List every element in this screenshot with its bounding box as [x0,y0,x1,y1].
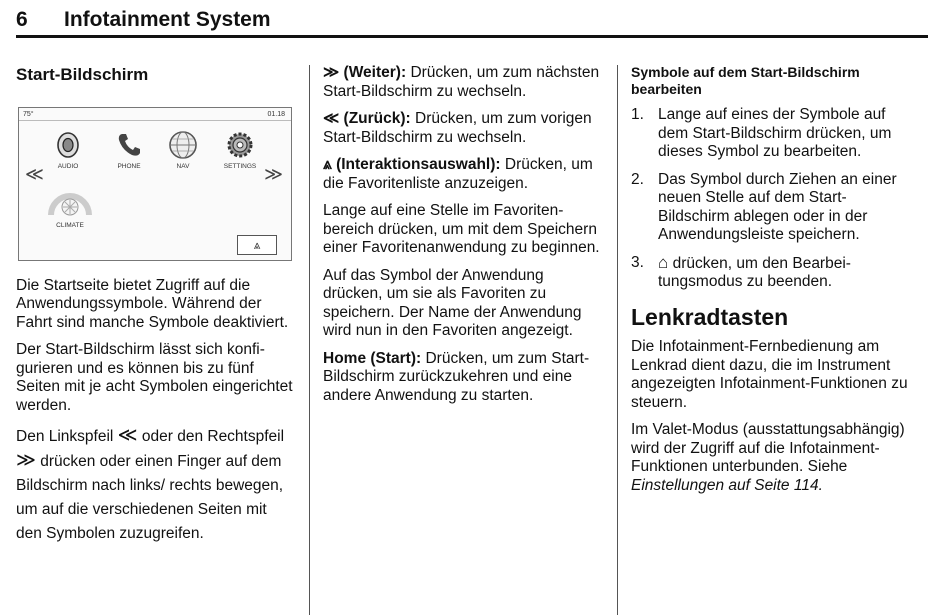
back-icon: ≪ [323,110,340,127]
page-title: Infotainment System [64,8,271,31]
steps-list [631,106,916,292]
column-divider [309,65,310,615]
header-rule [16,35,928,38]
interaction-selector-icon: ⩓ [323,156,332,173]
paragraph-back [323,110,605,147]
section-heading-steering-wheel: Lenkradtasten [631,303,789,330]
home-label: Home (Start): [323,349,422,367]
paragraph: Die Infotainment-Fernbedienung am Lenkrad dient dazu, die im Instrument angezeigten Infotainment-Funktionen zu steuern. [631,338,908,411]
list-item [631,254,916,292]
audio-label: AUDIO [57,162,79,170]
speaker-icon [53,130,83,160]
gear-icon [225,130,255,160]
column-1 [16,64,294,555]
next-icon: ≫ [323,64,340,81]
section-heading-start-screen: Start-Bildschirm [16,65,149,84]
screen-clock: 01.18 [267,110,285,118]
paragraph [16,424,294,546]
settings-app-icon [215,130,265,171]
home-icon: ⌂ [658,252,669,272]
cross-reference: Einstellungen auf Seite 114. [631,476,823,494]
list-item [631,106,916,162]
paragraph-interaction [323,156,605,193]
page-number: 6 [16,8,28,31]
interaction-label: (Interaktionsauswahl): [336,156,501,173]
next-label: (Weiter): [343,64,407,81]
next-text: Drücken, um zum nächsten Start-Bildschirm zu wechseln. [323,64,600,100]
right-arrow-icon: ≫ [16,450,36,471]
phone-label: PHONE [117,162,141,170]
paragraph [631,421,916,495]
nav-label: NAV [176,162,190,170]
step-number: 1. [631,106,644,123]
step-number: 3. [631,253,644,271]
audio-app-icon [43,130,93,171]
home-screen-illustration [18,107,292,261]
text-run: drücken oder einen Finger auf dem Bildschirm nach links/ rechts bewegen, um auf die verschiedenen Seiten mit den Symbolen zuzugreifen. [16,453,284,542]
column-3 [631,64,916,504]
step-text: Das Symbol durch Ziehen an einer neuen Stelle auf dem Start-Bildschirm ablegen oder in der Anwendungsleiste speichern. [658,170,897,243]
phone-app-icon [104,130,154,171]
back-text: Drücken, um zum vorigen Start-Bildschirm zu wechseln. [323,110,592,146]
screen-temperature: 75° [23,110,34,118]
nav-app-icon [158,130,208,171]
paragraph: Lange auf eine Stelle im Favoritenbereich drücken, um mit dem Speichern einer Favoritenanwendung zu beginnen. [323,202,600,256]
back-label: (Zurück): [343,110,411,127]
interaction-text: Drücken, um die Favoritenliste anzuzeigen. [323,156,593,192]
right-arrow-icon: ≫ [264,163,283,184]
interaction-selector-icon: ⩓ [237,235,277,255]
paragraph: Die Startseite bietet Zugriff auf die Anwendungssymbole. Während der Fahrt sind manche Symbole deaktiviert. [16,276,289,331]
fan-icon [47,185,93,219]
screen-status-divider [19,120,291,121]
settings-label: SETTINGS [223,162,257,170]
step-text: drücken, um den Bearbeitungsmodus zu beenden. [658,254,851,290]
page-header [16,8,271,32]
left-arrow-icon: ≪ [25,163,44,184]
climate-label: CLIMATE [56,221,84,229]
phone-icon [114,130,144,160]
paragraph-home [323,350,605,406]
climate-app-icon [45,185,95,230]
subheading-edit-icons: Symbole auf dem Start-Bildschirm bearbeiten [631,64,860,97]
step-number: 2. [631,170,644,188]
left-arrow-icon: ≪ [117,425,138,446]
step-text: Lange auf eines der Symbole auf dem Start-Bildschirm drücken, um dieses Symbol zu bearbeiten. [658,106,892,160]
home-text: Drücken, um zum Start-Bildschirm zurückzukehren und eine andere Anwendung zu starten. [323,349,590,404]
column-2 [323,64,605,414]
text-run: Den Linkspfeil [16,428,114,445]
paragraph-next [323,64,605,101]
text-run: oder den Rechtspfeil [141,428,285,445]
globe-icon [167,130,199,160]
list-item [631,171,916,245]
column-divider [617,65,618,615]
paragraph: Der Start-Bildschirm lässt sich konfigurieren und es können bis zu fünf Seiten mit je acht Symbolen eingerichtet werden. [16,341,293,414]
text-run: Im Valet-Modus (ausstattungsabhängig) wird der Zugriff auf die Infotainment-Funktionen unterbunden. Siehe [631,421,905,475]
paragraph: Auf das Symbol der Anwendung drücken, um sie als Favoriten zu speichern. Der Name der Anwendung wird nun in den Favoriten angezeigt. [323,266,582,339]
